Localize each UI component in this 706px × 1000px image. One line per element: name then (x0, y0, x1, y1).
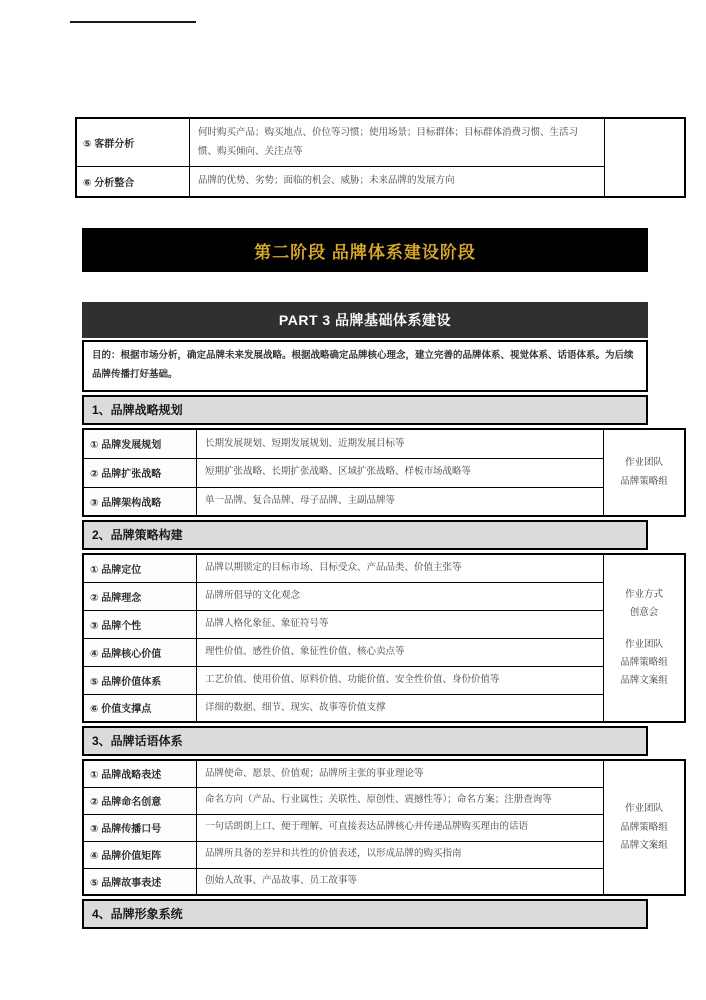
table-row (83, 814, 685, 841)
row-content: 长期发展规划、短期发展规划、近期发展目标等 (197, 429, 604, 458)
table-row (83, 638, 685, 666)
row-content: 品牌所倡导的文化观念 (197, 582, 604, 610)
row-label: ④ 品牌核心价值 (83, 638, 197, 666)
row-number: ⑤ (83, 139, 92, 151)
table-row (83, 487, 685, 516)
section-table (82, 759, 686, 896)
row-content: 理性价值、感性价值、象征性价值、核心卖点等 (197, 638, 604, 666)
table-row (83, 841, 685, 868)
row-content: 命名方向（产品、行业属性；关联性、原创性、震撼性等）；命名方案；注册查询等 (197, 787, 604, 814)
row-label: ① 品牌定位 (83, 554, 197, 582)
part-banner (82, 302, 648, 338)
row-number: ⑥ (83, 177, 92, 189)
section-table (82, 553, 686, 723)
team-cell (604, 554, 686, 722)
row-label-text: 分析整合 (94, 177, 135, 189)
section-title: 3、品牌话语体系 (82, 726, 648, 756)
row-content: 何时购买产品；购买地点、价位等习惯；使用场景；目标群体；目标群体消费习惯、生活习惯、购买倾向、关注点等 (190, 118, 605, 167)
row-content: 详细的数据、细节、现实、故事等价值支撑 (197, 694, 604, 722)
row-content: 品牌的优势、劣势；面临的机会、威胁；未来品牌的发展方向 (190, 167, 605, 197)
section-title: 2、品牌策略构建 (82, 520, 648, 550)
sections-container (82, 395, 668, 929)
row-label: ③ 品牌传播口号 (83, 814, 197, 841)
customer-analysis-table (75, 117, 686, 198)
part-banner-title: PART 3 品牌基础体系建设 (278, 312, 452, 328)
table-row (83, 610, 685, 638)
section-title: 1、品牌战略规划 (82, 395, 648, 425)
main-content-block (82, 228, 668, 929)
table-row (83, 458, 685, 487)
row-label-text: 客群分析 (94, 139, 135, 151)
team-line: 品牌文案组 (620, 675, 668, 687)
row-label: ③ 品牌个性 (83, 610, 197, 638)
row-label (76, 118, 190, 167)
row-content: 单一品牌、复合品牌、母子品牌、主副品牌等 (197, 487, 604, 516)
purpose-paragraph: 目的：根据市场分析，确定品牌未来发展战略。根据战略确定品牌核心理念，建立完善的品牌体系、视觉体系、话语体系。为后续品牌传播打好基础。 (82, 340, 648, 392)
table-row (83, 554, 685, 582)
row-label: ⑤ 品牌故事表述 (83, 868, 197, 895)
section-table (82, 428, 686, 517)
team-line: 品牌文案组 (620, 839, 668, 851)
team-cell (604, 429, 686, 516)
row-content: 品牌使命、愿景、价值观；品牌所主张的事业理论等 (197, 760, 604, 787)
team-line: 品牌策略组 (620, 475, 668, 487)
row-content: 短期扩张战略、长期扩张战略、区域扩张战略、样板市场战略等 (197, 458, 604, 487)
row-label: ④ 品牌价值矩阵 (83, 841, 197, 868)
team-line: 作业团队 (624, 803, 663, 815)
row-label: ③ 品牌架构战略 (83, 487, 197, 516)
row-content: 品牌所具备的差异和共性的价值表述，以形成品牌的购买指南 (197, 841, 604, 868)
table-row (83, 582, 685, 610)
row-label: ① 品牌发展规划 (83, 429, 197, 458)
team-line: 品牌策略组 (620, 821, 668, 833)
row-label: ⑤ 品牌价值体系 (83, 666, 197, 694)
team-line: 品牌策略组 (620, 657, 668, 669)
row-label (76, 167, 190, 197)
page-header-rule (70, 21, 196, 23)
row-label: ⑥ 价值支撑点 (83, 694, 197, 722)
table-row (83, 868, 685, 895)
row-label: ② 品牌扩张战略 (83, 458, 197, 487)
team-line: 创意会 (629, 606, 659, 618)
table-row (83, 666, 685, 694)
row-content: 工艺价值、使用价值、原料价值、功能价值、安全性价值、身份价值等 (197, 666, 604, 694)
team-cell (604, 760, 686, 895)
phase-banner (82, 228, 648, 272)
row-label: ② 品牌理念 (83, 582, 197, 610)
table-row (83, 694, 685, 722)
phase-banner-title: 第二阶段 品牌体系建设阶段 (254, 242, 476, 262)
row-label: ② 品牌命名创意 (83, 787, 197, 814)
row-content: 一句话朗朗上口、便于理解、可直接表达品牌核心并传递品牌购买理由的话语 (197, 814, 604, 841)
row-content: 创始人故事、产品故事、员工故事等 (197, 868, 604, 895)
team-line: 作业方式 (624, 588, 663, 600)
team-line-gap (606, 622, 682, 636)
team-line: 作业团队 (624, 457, 663, 469)
section-title: 4、品牌形象系统 (82, 899, 648, 929)
spacer-row (82, 272, 648, 302)
row-content: 品牌以期锁定的目标市场、目标受众、产品品类、价值主张等 (197, 554, 604, 582)
table-row (76, 167, 685, 197)
table-row (83, 760, 685, 787)
row-content: 品牌人格化象征、象征符号等 (197, 610, 604, 638)
row-label: ① 品牌战略表述 (83, 760, 197, 787)
team-line: 作业团队 (624, 639, 663, 650)
empty-cell (605, 118, 686, 197)
table-row (76, 118, 685, 167)
table-row (83, 429, 685, 458)
table-row (83, 787, 685, 814)
